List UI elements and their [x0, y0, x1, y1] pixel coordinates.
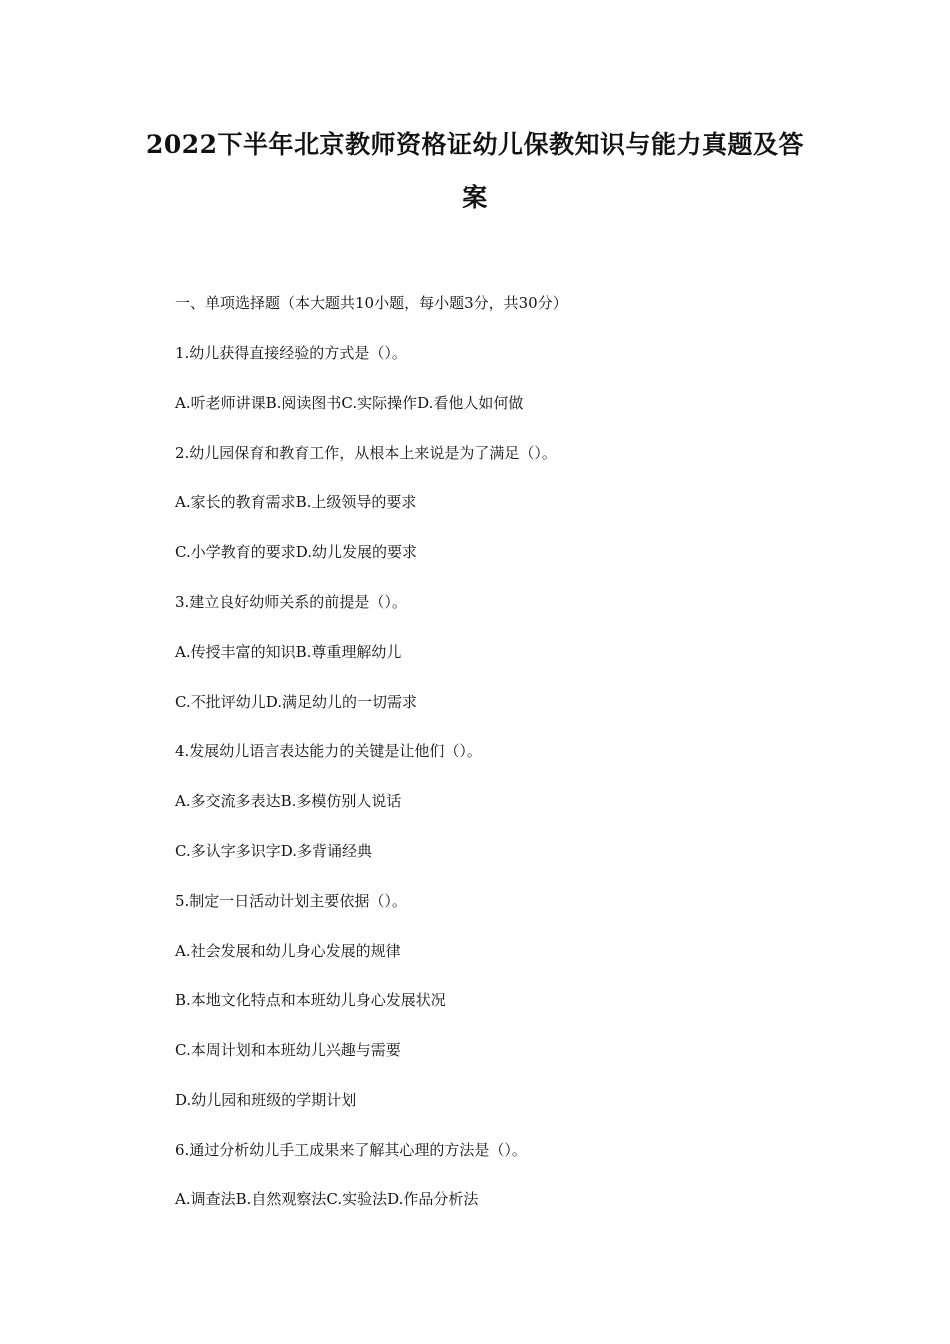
question-1-options: A.听老师讲课B.阅读图书C.实际操作D.看他人如何做: [175, 394, 524, 412]
question-5: 5.制定一日活动计划主要依据（）。: [175, 892, 407, 910]
question-4: 4.发展幼儿语言表达能力的关键是让他们（）。: [175, 742, 482, 760]
question-4-options-cd: C.多认字多识字D.多背诵经典: [175, 842, 372, 860]
question-6-options: A.调查法B.自然观察法C.实验法D.作品分析法: [175, 1190, 479, 1208]
question-5-option-a: A.社会发展和幼儿身心发展的规律: [175, 942, 401, 960]
document-title: 2022下半年北京教师资格证幼儿保教知识与能力真题及答: [145, 130, 805, 159]
question-2: 2.幼儿园保育和教育工作，从根本上来说是为了满足（）。: [175, 444, 557, 462]
question-1: 1.幼儿获得直接经验的方式是（）。: [175, 344, 407, 362]
question-2-options-ab: A.家长的教育需求B.上级领导的要求: [175, 493, 417, 511]
question-5-option-d: D.幼儿园和班级的学期计划: [175, 1091, 357, 1109]
question-3: 3.建立良好幼师关系的前提是（）。: [175, 593, 407, 611]
document-title-continuation: 案: [462, 183, 488, 212]
question-2-options-cd: C.小学教育的要求D.幼儿发展的要求: [175, 543, 417, 561]
question-5-option-c: C.本周计划和本班幼儿兴趣与需要: [175, 1041, 401, 1059]
question-6: 6.通过分析幼儿手工成果来了解其心理的方法是（）。: [175, 1141, 527, 1159]
question-4-options-ab: A.多交流多表达B.多模仿别人说话: [175, 792, 402, 810]
question-3-options-ab: A.传授丰富的知识B.尊重理解幼儿: [175, 643, 402, 661]
question-3-options-cd: C.不批评幼儿D.满足幼儿的一切需求: [175, 693, 417, 711]
question-5-option-b: B.本地文化特点和本班幼儿身心发展状况: [175, 991, 446, 1009]
section-heading: 一、单项选择题（本大题共10小题，每小题3分，共30分）: [175, 294, 568, 312]
